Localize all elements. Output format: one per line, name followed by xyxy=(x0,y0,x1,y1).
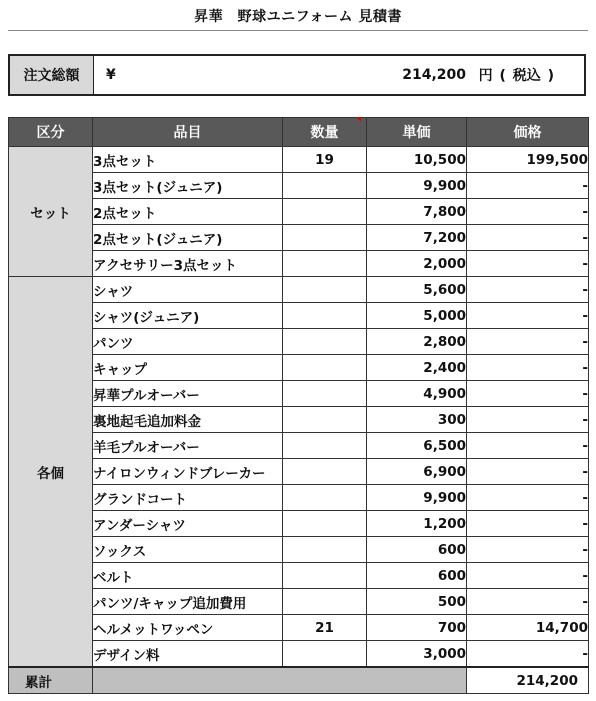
table-row xyxy=(9,407,589,433)
unit-price-cell[interactable]: 6,500 xyxy=(367,433,467,459)
quantity-cell[interactable]: 21 xyxy=(283,615,367,641)
quantity-cell[interactable] xyxy=(283,563,367,589)
category-cell[interactable]: セット xyxy=(9,147,93,277)
price-cell[interactable]: - xyxy=(467,277,589,303)
table-row xyxy=(9,303,589,329)
item-name-cell[interactable]: アンダーシャツ xyxy=(93,511,283,537)
unit-price-cell[interactable]: 600 xyxy=(367,563,467,589)
item-name-cell[interactable]: ヘルメットワッペン xyxy=(93,615,283,641)
quantity-cell[interactable] xyxy=(283,407,367,433)
grand-total-row xyxy=(9,667,589,694)
price-cell[interactable]: - xyxy=(467,381,589,407)
grand-total-label[interactable]: 累計 xyxy=(9,667,93,694)
price-cell[interactable]: 14,700 xyxy=(467,615,589,641)
unit-price-cell[interactable]: 600 xyxy=(367,537,467,563)
price-cell[interactable]: - xyxy=(467,407,589,433)
category-cell[interactable]: 各個 xyxy=(9,277,93,668)
price-cell[interactable]: - xyxy=(467,511,589,537)
quantity-cell[interactable] xyxy=(283,173,367,199)
unit-price-cell[interactable]: 5,600 xyxy=(367,277,467,303)
table-row xyxy=(9,381,589,407)
table-row xyxy=(9,641,589,668)
price-cell[interactable]: - xyxy=(467,303,589,329)
table-row xyxy=(9,199,589,225)
unit-price-cell[interactable]: 9,900 xyxy=(367,173,467,199)
unit-price-cell[interactable]: 10,500 xyxy=(367,147,467,173)
quantity-cell[interactable] xyxy=(283,589,367,615)
quantity-cell[interactable] xyxy=(283,251,367,277)
unit-price-cell[interactable]: 2,800 xyxy=(367,329,467,355)
header-row xyxy=(9,118,589,147)
table-row xyxy=(9,225,589,251)
item-name-cell[interactable]: アクセサリー3点セット xyxy=(93,251,283,277)
quantity-cell[interactable] xyxy=(283,199,367,225)
item-name-cell[interactable]: シャツ(ジュニア) xyxy=(93,303,283,329)
price-cell[interactable]: - xyxy=(467,329,589,355)
order-total-amount: 214,200 xyxy=(402,67,466,83)
quantity-cell[interactable] xyxy=(283,485,367,511)
table-row xyxy=(9,615,589,641)
item-name-cell[interactable]: ベルト xyxy=(93,563,283,589)
item-name-cell[interactable]: 羊毛プルオーバー xyxy=(93,433,283,459)
item-name-cell[interactable]: 3点セット(ジュニア) xyxy=(93,173,283,199)
item-name-cell[interactable]: 3点セット xyxy=(93,147,283,173)
table-row xyxy=(9,173,589,199)
header-price[interactable]: 価格 xyxy=(467,118,589,147)
quantity-cell[interactable] xyxy=(283,355,367,381)
unit-price-cell[interactable]: 7,800 xyxy=(367,199,467,225)
quantity-cell[interactable] xyxy=(283,641,367,668)
price-cell[interactable]: - xyxy=(467,199,589,225)
item-name-cell[interactable]: 裏地起毛追加料金 xyxy=(93,407,283,433)
table-row xyxy=(9,459,589,485)
price-cell[interactable]: - xyxy=(467,589,589,615)
header-quantity[interactable]: 数量 xyxy=(283,118,367,147)
header-unit-price[interactable]: 単価 xyxy=(367,118,467,147)
price-cell[interactable]: - xyxy=(467,225,589,251)
table-row xyxy=(9,433,589,459)
price-cell[interactable]: - xyxy=(467,459,589,485)
item-name-cell[interactable]: 2点セット(ジュニア) xyxy=(93,225,283,251)
unit-price-cell[interactable]: 9,900 xyxy=(367,485,467,511)
item-name-cell[interactable]: キャップ xyxy=(93,355,283,381)
quantity-cell[interactable] xyxy=(283,225,367,251)
header-category[interactable]: 区分 xyxy=(9,118,93,147)
item-name-cell[interactable]: シャツ xyxy=(93,277,283,303)
price-cell[interactable]: - xyxy=(467,641,589,668)
comment-indicator-icon[interactable] xyxy=(356,117,361,122)
quantity-cell[interactable] xyxy=(283,511,367,537)
quantity-cell[interactable] xyxy=(283,433,367,459)
unit-price-cell[interactable]: 2,000 xyxy=(367,251,467,277)
order-total-label: 注文総額 xyxy=(10,56,94,94)
item-name-cell[interactable]: 2点セット xyxy=(93,199,283,225)
price-cell[interactable]: - xyxy=(467,173,589,199)
grand-total-filler[interactable] xyxy=(93,667,467,694)
unit-price-cell[interactable]: 2,400 xyxy=(367,355,467,381)
unit-price-cell[interactable]: 3,000 xyxy=(367,641,467,668)
price-cell[interactable]: - xyxy=(467,485,589,511)
item-name-cell[interactable]: ソックス xyxy=(93,537,283,563)
quantity-cell[interactable]: 19 xyxy=(283,147,367,173)
unit-price-cell[interactable]: 4,900 xyxy=(367,381,467,407)
unit-price-cell[interactable]: 5,000 xyxy=(367,303,467,329)
table-row xyxy=(9,329,589,355)
table-row xyxy=(9,485,589,511)
price-cell[interactable]: - xyxy=(467,433,589,459)
item-name-cell[interactable]: パンツ/キャップ追加費用 xyxy=(93,589,283,615)
price-cell[interactable]: - xyxy=(467,537,589,563)
estimate-table xyxy=(8,117,589,694)
grand-total-value[interactable]: 214,200 xyxy=(467,667,589,694)
order-total-value-cell[interactable] xyxy=(94,56,584,94)
price-cell[interactable]: - xyxy=(467,355,589,381)
quantity-cell[interactable] xyxy=(283,277,367,303)
table-row xyxy=(9,589,589,615)
table-row xyxy=(9,277,589,303)
unit-price-cell[interactable]: 500 xyxy=(367,589,467,615)
header-item[interactable]: 品目 xyxy=(93,118,283,147)
quantity-cell[interactable] xyxy=(283,303,367,329)
table-row xyxy=(9,147,589,173)
document-title: 昇華 野球ユニフォーム 見積書 xyxy=(194,9,402,25)
price-cell[interactable]: - xyxy=(467,563,589,589)
item-name-cell[interactable]: デザイン料 xyxy=(93,641,283,668)
table-row xyxy=(9,537,589,563)
quantity-cell[interactable] xyxy=(283,381,367,407)
price-cell[interactable]: - xyxy=(467,251,589,277)
item-name-cell[interactable]: グランドコート xyxy=(93,485,283,511)
table-row xyxy=(9,251,589,277)
unit-price-cell[interactable]: 6,900 xyxy=(367,459,467,485)
unit-price-cell[interactable]: 300 xyxy=(367,407,467,433)
estimate-body xyxy=(9,147,589,668)
currency-symbol: ¥ xyxy=(106,67,116,83)
quantity-cell[interactable] xyxy=(283,459,367,485)
quantity-cell[interactable] xyxy=(283,537,367,563)
unit-price-cell[interactable]: 7,200 xyxy=(367,225,467,251)
table-row xyxy=(9,355,589,381)
table-row xyxy=(9,563,589,589)
unit-price-cell[interactable]: 1,200 xyxy=(367,511,467,537)
table-row xyxy=(9,511,589,537)
price-cell[interactable]: 199,500 xyxy=(467,147,589,173)
item-name-cell[interactable]: ナイロンウィンドブレーカー xyxy=(93,459,283,485)
order-total-box xyxy=(8,54,586,96)
item-name-cell[interactable]: パンツ xyxy=(93,329,283,355)
title-underline xyxy=(8,30,588,31)
quantity-cell[interactable] xyxy=(283,329,367,355)
unit-price-cell[interactable]: 700 xyxy=(367,615,467,641)
item-name-cell[interactable]: 昇華プルオーバー xyxy=(93,381,283,407)
order-total-unit: 円 ( 税込 ) xyxy=(478,68,554,84)
